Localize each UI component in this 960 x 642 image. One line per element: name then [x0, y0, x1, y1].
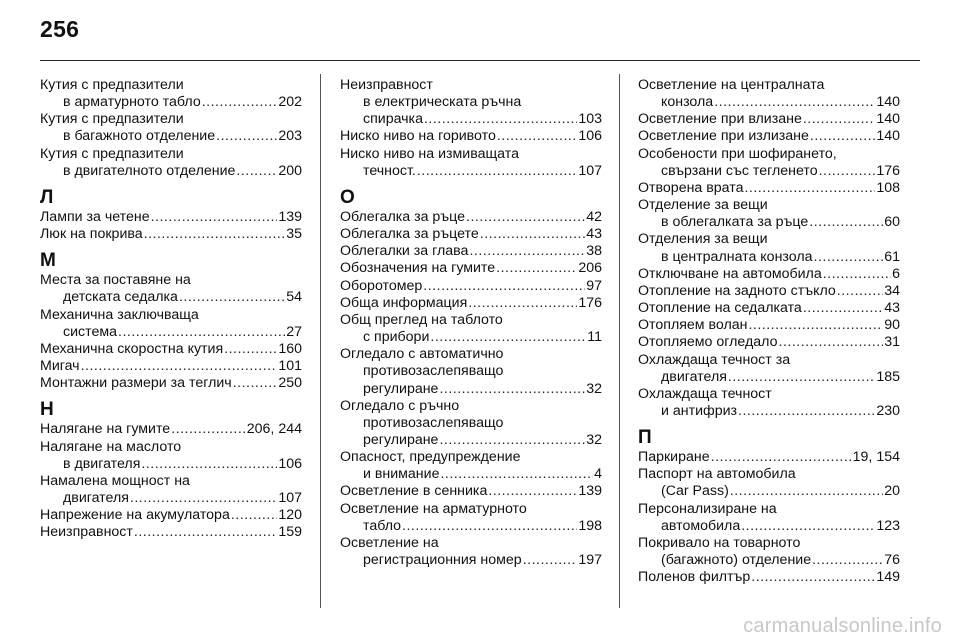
- dot-leader: [430, 329, 586, 346]
- index-entry-text: Осветление при влизане: [638, 111, 802, 128]
- index-page-ref[interactable]: 139: [278, 208, 302, 225]
- index-entry-text: регистрационния номер: [363, 552, 522, 569]
- index-entry-last-line: [638, 214, 900, 231]
- dot-leader: [730, 483, 883, 500]
- index-entry: [40, 439, 302, 473]
- index-entry: [638, 146, 900, 180]
- index-entry-last-line: [40, 341, 302, 358]
- index-entry-text: Оборотомер: [340, 277, 423, 294]
- header-rule: [40, 60, 920, 61]
- index-entry-last-line: [40, 507, 302, 524]
- index-entry-last-line: [340, 243, 602, 260]
- dot-leader: [231, 507, 277, 524]
- index-page-ref[interactable]: 106: [578, 128, 602, 145]
- index-page-ref[interactable]: 140: [876, 128, 900, 145]
- index-entry-text: Огледало с автоматично: [340, 346, 504, 363]
- index-entry-last-line: [40, 375, 302, 392]
- index-entry-text: в двигателното отделение: [63, 162, 236, 179]
- index-entry-text: регулиране: [363, 380, 439, 397]
- index-entry-text: Ниско ниво на горивото: [340, 128, 496, 145]
- index-entry-text: система: [63, 323, 117, 340]
- index-entry-last-line: [40, 524, 302, 541]
- index-entry: [40, 272, 302, 306]
- index-entry: [340, 398, 602, 449]
- index-entry: [340, 128, 602, 145]
- index-entry-last-line: [638, 249, 900, 266]
- index-page-ref[interactable]: 27: [286, 323, 302, 340]
- index-entry-text: Охлаждаща течност: [638, 385, 772, 402]
- index-letter-heading: П: [638, 427, 652, 449]
- index-entry-last-line: [638, 403, 900, 420]
- index-entry-last-line: [638, 283, 900, 300]
- dot-leader: [496, 260, 577, 277]
- dot-leader: [803, 111, 875, 128]
- index-page-ref[interactable]: 230: [876, 402, 900, 419]
- index-entry-text: Отопляемо огледало: [638, 334, 778, 351]
- index-page-ref[interactable]: 76: [884, 552, 900, 569]
- index-page-ref[interactable]: 176: [578, 294, 602, 311]
- index-entry-text: и внимание: [363, 466, 440, 483]
- index-entry-text: противозаслепяващо: [363, 414, 504, 431]
- index-entry: [638, 283, 900, 300]
- index-entry: [638, 386, 900, 420]
- dot-leader: [134, 524, 277, 541]
- index-page-ref[interactable]: 160: [278, 340, 302, 357]
- index-entry-text: Персонализиране на: [638, 500, 777, 517]
- dot-leader: [402, 518, 577, 535]
- index-entry-text: Отделения за вещи: [638, 231, 768, 248]
- index-entry-last-line: [638, 180, 900, 197]
- dot-leader: [748, 317, 883, 334]
- index-entry: [340, 278, 602, 295]
- index-entry-text: Намалена мощност на: [40, 472, 190, 489]
- dot-leader: [141, 456, 277, 473]
- index-entry-last-line: [638, 111, 900, 128]
- index-entry-text: в електрическата ръчна: [363, 94, 522, 111]
- index-entry: [340, 346, 602, 397]
- index-entry-text: в облегалката за ръце: [661, 214, 809, 231]
- index-entry: [340, 501, 602, 535]
- dot-leader: [810, 128, 875, 145]
- index-entry: [40, 226, 302, 243]
- index-entry: [638, 352, 900, 386]
- index-page-ref[interactable]: 176: [876, 162, 900, 179]
- index-page-ref[interactable]: 140: [876, 94, 900, 111]
- index-entry-text: Кутия с предпазители: [40, 145, 184, 162]
- index-page-ref[interactable]: 43: [586, 226, 602, 243]
- index-entry-text: Осветление в сенника: [340, 483, 488, 500]
- index-entry-text: Лампи за четене: [40, 208, 150, 225]
- index-page-ref[interactable]: 38: [586, 243, 602, 260]
- index-page-ref[interactable]: 108: [876, 179, 900, 196]
- index-page-ref[interactable]: 42: [586, 208, 602, 225]
- index-entry-last-line: [638, 518, 900, 535]
- index-entry: [638, 231, 900, 265]
- index-page-ref[interactable]: 206: [578, 260, 602, 277]
- index-entry-last-line: [340, 260, 602, 277]
- index-entry: [40, 473, 302, 507]
- dot-leader: [714, 94, 875, 111]
- index-page-ref[interactable]: 123: [876, 517, 900, 534]
- index-entry-text: Паспорт на автомобила: [638, 466, 796, 483]
- dot-leader: [488, 483, 577, 500]
- index-page-ref[interactable]: 202: [278, 94, 302, 111]
- index-entry-text: Облегалка за ръцете: [340, 226, 479, 243]
- index-entry-last-line: [40, 289, 302, 306]
- dot-leader: [423, 278, 585, 295]
- index-letter-heading: Н: [40, 399, 54, 421]
- index-page-ref[interactable]: 139: [578, 483, 602, 500]
- index-entry-text: Обозначения на гумите: [340, 260, 496, 277]
- dot-leader: [497, 128, 577, 145]
- dot-leader: [468, 295, 577, 312]
- index-page-ref[interactable]: 6: [892, 265, 900, 282]
- index-entry-last-line: [638, 483, 900, 500]
- index-page-ref[interactable]: 101: [278, 358, 302, 375]
- index-page-ref[interactable]: 250: [278, 375, 302, 392]
- dot-leader: [179, 289, 285, 306]
- index-entry-last-line: [40, 226, 302, 243]
- dot-leader: [711, 449, 852, 466]
- index-entry: [40, 358, 302, 375]
- index-page-ref[interactable]: 43: [884, 300, 900, 317]
- index-entry-text: Общ преглед на таблото: [340, 311, 503, 328]
- index-page-ref[interactable]: 61: [884, 248, 900, 265]
- index-entry-text: течност.: [363, 162, 416, 179]
- index-entry: [340, 312, 602, 346]
- index-entry-last-line: [40, 128, 302, 145]
- column-divider-2: [619, 74, 620, 608]
- index-entry-text: регулиране: [363, 431, 439, 448]
- index-column-3: [638, 77, 900, 586]
- index-entry-last-line: [638, 94, 900, 111]
- index-entry: [340, 226, 602, 243]
- index-entry-last-line: [40, 94, 302, 111]
- index-entry-text: Отопление на седалката: [638, 300, 802, 317]
- index-entry: [40, 375, 302, 392]
- dot-leader: [738, 403, 875, 420]
- index-page-ref[interactable]: 120: [278, 507, 302, 524]
- index-entry-text: свързани със тегленето: [661, 162, 818, 179]
- index-entry-text: в двигателя: [63, 455, 141, 472]
- index-entry-text: Неизправност: [40, 524, 133, 541]
- page-number: 256: [40, 16, 80, 42]
- index-entry-text: (Car Pass): [661, 483, 729, 500]
- index-entry-text: Осветление на централната: [638, 77, 825, 93]
- index-page-ref[interactable]: 107: [578, 162, 602, 179]
- index-entry-text: в багажното отделение: [63, 128, 216, 145]
- index-entry-text: Осветление на арматурното: [340, 500, 527, 517]
- index-page-ref[interactable]: 106: [278, 455, 302, 472]
- index-letter-heading: Л: [40, 186, 54, 208]
- index-entry: [40, 421, 302, 438]
- dot-leader: [233, 375, 278, 392]
- index-entry-text: Осветление на: [340, 534, 439, 551]
- index-page-ref[interactable]: 32: [586, 380, 602, 397]
- index-entry: [638, 197, 900, 231]
- index-page-ref[interactable]: 140: [876, 111, 900, 128]
- dot-leader: [741, 518, 875, 535]
- index-entry: [340, 483, 602, 500]
- index-entry: [340, 449, 602, 483]
- index-page-ref[interactable]: 20: [884, 483, 900, 500]
- index-entry-last-line: [638, 163, 900, 180]
- index-entry: [40, 111, 302, 145]
- index-entry-text: детската седалка: [63, 289, 178, 306]
- index-entry: [40, 209, 302, 226]
- dot-leader: [523, 552, 578, 569]
- index-page-ref[interactable]: 90: [884, 317, 900, 334]
- index-entry: [40, 524, 302, 541]
- dot-leader: [819, 163, 876, 180]
- index-entry-text: Отопление на задното стъкло: [638, 282, 836, 299]
- index-entry-last-line: [638, 449, 900, 466]
- index-entry-text: Отопляем волан: [638, 317, 748, 334]
- index-entry: [638, 128, 900, 145]
- index-entry-text: Кутия с предпазители: [40, 77, 184, 93]
- index-entry: [638, 466, 900, 500]
- index-entry: [40, 341, 302, 358]
- index-entry-text: Особености при шофирането,: [638, 145, 837, 162]
- index-page-ref[interactable]: 31: [884, 334, 900, 351]
- index-entry: [340, 295, 602, 312]
- index-entry-text: Охлаждаща течност за: [638, 351, 791, 368]
- dot-leader: [202, 94, 278, 111]
- index-entry-last-line: [40, 209, 302, 226]
- index-page-ref[interactable]: 4: [594, 466, 602, 483]
- index-page-ref[interactable]: 185: [876, 368, 900, 385]
- index-entry-text: Неизправност: [340, 77, 433, 93]
- index-entry-last-line: [340, 518, 602, 535]
- index-entry-last-line: [638, 552, 900, 569]
- index-entry-last-line: [340, 111, 602, 128]
- dot-leader: [171, 421, 246, 438]
- dot-leader: [751, 569, 875, 586]
- index-entry-text: двигателя: [63, 489, 129, 506]
- index-entry-last-line: [40, 456, 302, 473]
- index-entry-last-line: [340, 381, 602, 398]
- index-entry-text: двигателя: [661, 368, 727, 385]
- index-entry-last-line: [638, 334, 900, 351]
- index-entry-text: Облегалка за ръце: [340, 208, 466, 225]
- index-entry-last-line: [340, 128, 602, 145]
- index-page-ref[interactable]: 203: [278, 128, 302, 145]
- index-entry-text: противозаслепяващо: [363, 363, 504, 380]
- index-entry-text: Паркиране: [638, 449, 710, 466]
- index-entry-last-line: [40, 490, 302, 507]
- index-entry-text: Опасност, предупреждение: [340, 449, 521, 466]
- index-page-ref[interactable]: 60: [884, 214, 900, 231]
- index-entry-last-line: [340, 552, 602, 569]
- index-entry-text: Механична заключваща: [40, 306, 199, 323]
- index-entry-last-line: [340, 209, 602, 226]
- index-entry-text: Места за поставяне на: [40, 272, 191, 289]
- index-entry-last-line: [638, 317, 900, 334]
- index-entry-text: Механична скоростна кутия: [40, 340, 224, 357]
- dot-leader: [469, 243, 585, 260]
- index-entry-text: Отделение за вещи: [638, 197, 768, 214]
- dot-leader: [814, 249, 884, 266]
- index-entry-last-line: [638, 266, 900, 283]
- index-entry: [638, 317, 900, 334]
- index-column-1: [40, 77, 302, 541]
- index-entry-last-line: [340, 432, 602, 449]
- index-page-ref[interactable]: 198: [578, 517, 602, 534]
- index-entry-last-line: [340, 466, 602, 483]
- index-entry-text: (багажното) отделение: [661, 552, 812, 569]
- dot-leader: [809, 214, 883, 231]
- index-entry: [638, 449, 900, 466]
- dot-leader: [480, 226, 585, 243]
- index-entry-last-line: [340, 483, 602, 500]
- index-entry: [638, 300, 900, 317]
- index-page-ref[interactable]: 34: [884, 282, 900, 299]
- dot-leader: [779, 334, 884, 351]
- index-entry-last-line: [340, 329, 602, 346]
- dot-leader: [823, 266, 891, 283]
- dot-leader: [118, 324, 285, 341]
- index-entry-last-line: [40, 358, 302, 375]
- dot-leader: [144, 226, 286, 243]
- index-entry-text: с прибори: [363, 329, 430, 346]
- dot-leader: [439, 432, 585, 449]
- index-entry-text: Мигач: [40, 358, 80, 375]
- index-page-ref[interactable]: 11: [587, 329, 602, 346]
- index-entry-text: Отключване на автомобила: [638, 265, 822, 282]
- index-entry-text: Отворена врата: [638, 179, 744, 196]
- index-entry-text: Люк на покрива: [40, 226, 143, 243]
- dot-leader: [130, 490, 277, 507]
- index-entry-last-line: [638, 128, 900, 145]
- index-entry: [638, 501, 900, 535]
- index-entry-text: в централната конзола: [661, 248, 813, 265]
- index-entry: [40, 307, 302, 341]
- index-entry: [638, 77, 900, 111]
- index-letter-heading: М: [40, 250, 56, 272]
- index-entry-text: в арматурното табло: [63, 94, 201, 111]
- index-entry-text: автомобила: [661, 517, 741, 534]
- index-page-ref[interactable]: 159: [278, 524, 302, 541]
- index-letter-heading: О: [340, 186, 355, 208]
- index-page-ref[interactable]: 19, 154: [852, 449, 900, 466]
- index-page-ref[interactable]: 197: [578, 552, 602, 569]
- dot-leader: [812, 552, 883, 569]
- index-entry-text: Поленов филтър: [638, 569, 751, 586]
- index-entry: [340, 260, 602, 277]
- index-page-ref[interactable]: 54: [286, 289, 302, 306]
- index-entry-last-line: [340, 278, 602, 295]
- dot-leader: [440, 466, 593, 483]
- index-page-ref[interactable]: 97: [586, 277, 602, 294]
- index-entry-text: конзола: [661, 94, 714, 111]
- index-page-ref[interactable]: 107: [278, 489, 302, 506]
- index-entry: [340, 146, 602, 180]
- index-page-ref[interactable]: 206, 244: [246, 421, 302, 438]
- index-entry: [340, 209, 602, 226]
- index-entry-text: Монтажни размери за теглич: [40, 375, 232, 392]
- index-entry: [340, 243, 602, 260]
- dot-leader: [466, 209, 585, 226]
- index-entry-text: Напрежение на акумулатора: [40, 507, 230, 524]
- dot-leader: [151, 209, 278, 226]
- index-entry: [638, 535, 900, 569]
- index-entry: [638, 334, 900, 351]
- dot-leader: [439, 381, 585, 398]
- index-entry: [340, 535, 602, 569]
- index-entry: [638, 180, 900, 197]
- index-entry-text: Осветление при излизане: [638, 128, 809, 145]
- index-entry-last-line: [340, 163, 602, 180]
- index-entry-text: и антифриз: [661, 402, 738, 419]
- dot-leader: [81, 358, 278, 375]
- index-entry-text: Огледало с ръчно: [340, 397, 460, 414]
- index-page-ref[interactable]: 103: [578, 111, 602, 128]
- watermark-footer: carmanualsonline.info: [743, 615, 942, 637]
- index-entry-text: табло: [363, 517, 402, 534]
- dot-leader: [424, 111, 577, 128]
- dot-leader: [744, 180, 875, 197]
- index-entry: [340, 77, 602, 128]
- index-entry-last-line: [340, 226, 602, 243]
- index-entry-last-line: [638, 300, 900, 317]
- dot-leader: [417, 163, 577, 180]
- dot-leader: [236, 163, 277, 180]
- index-column-2: [340, 77, 602, 569]
- index-entry: [40, 507, 302, 524]
- index-entry-last-line: [40, 421, 302, 438]
- index-entry-last-line: [40, 163, 302, 180]
- index-entry-text: Налягане на маслото: [40, 438, 182, 455]
- index-entry-text: Налягане на гумите: [40, 421, 171, 438]
- dot-leader: [216, 128, 277, 145]
- index-entry-text: Кутия с предпазители: [40, 111, 184, 128]
- index-entry-text: Облегалки за глава: [340, 243, 469, 260]
- index-entry: [40, 77, 302, 111]
- index-entry-last-line: [638, 369, 900, 386]
- index-page-ref[interactable]: 32: [586, 431, 602, 448]
- index-entry-last-line: [638, 569, 900, 586]
- index-page-ref[interactable]: 35: [286, 226, 302, 243]
- dot-leader: [728, 369, 875, 386]
- dot-leader: [224, 341, 277, 358]
- dot-leader: [803, 300, 883, 317]
- index-entry-last-line: [40, 324, 302, 341]
- index-entry: [638, 569, 900, 586]
- index-entry-text: Обща информация: [340, 294, 468, 311]
- index-entry: [638, 266, 900, 283]
- dot-leader: [837, 283, 883, 300]
- index-entry-text: Ниско ниво на измиващата: [340, 145, 519, 162]
- index-page-ref[interactable]: 149: [876, 569, 900, 586]
- column-divider-1: [320, 74, 321, 608]
- index-entry-text: спирачка: [363, 111, 423, 128]
- index-entry: [638, 111, 900, 128]
- index-page-ref[interactable]: 200: [278, 162, 302, 179]
- index-entry-text: Покривало на товарното: [638, 534, 801, 551]
- index-entry: [40, 146, 302, 180]
- index-entry-last-line: [340, 295, 602, 312]
